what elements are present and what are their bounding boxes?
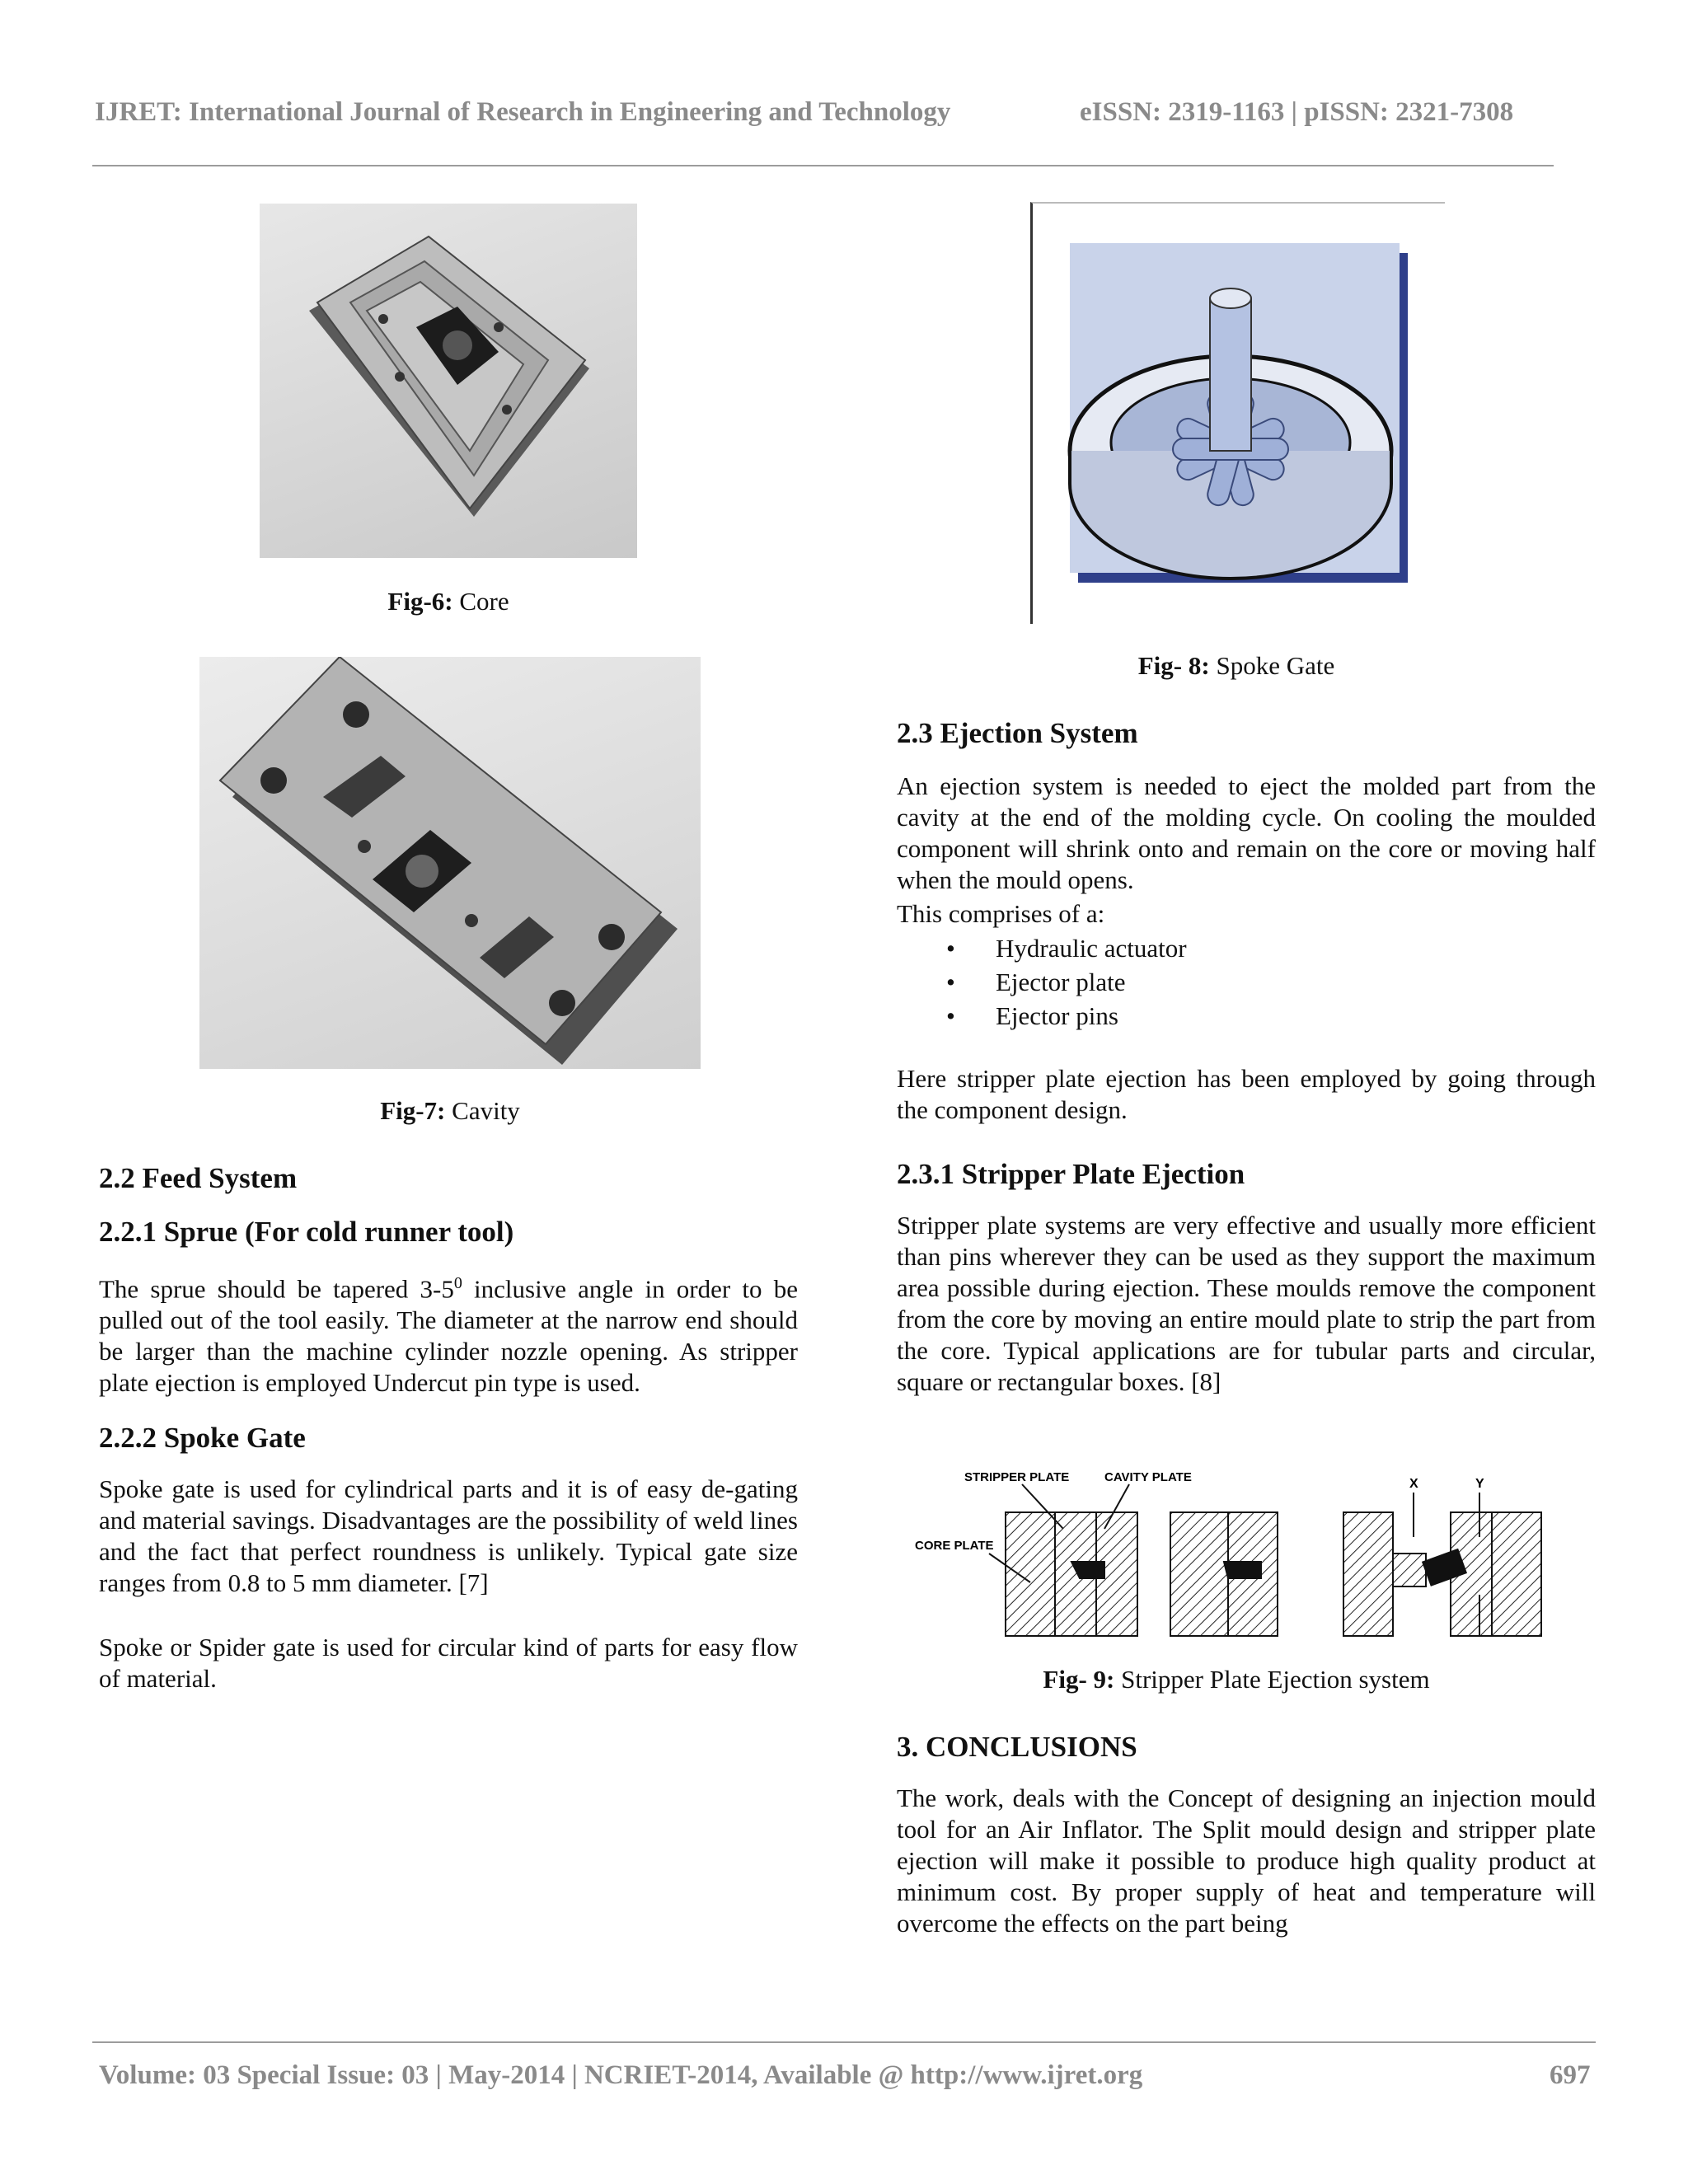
conclusions-paragraph: The work, deals with the Concept of designing an injection mould tool for an Air Inflator. The Split mould design and stripper plate ejection will make it possible to produce high quality product at minimum cost. By proper supply of heat and temperature will overcome the effects on the part being bbox=[897, 1783, 1596, 1938]
svg-text:Y: Y bbox=[1475, 1477, 1484, 1491]
fig9-caption: Fig- 9: Stripper Plate Ejection system bbox=[1043, 1665, 1430, 1694]
svg-text:CAVITY PLATE: CAVITY PLATE bbox=[1104, 1470, 1192, 1484]
fig8-caption: Fig- 8: Spoke Gate bbox=[1137, 651, 1335, 680]
page-number: 697 bbox=[1550, 2060, 1591, 2090]
sprue-heading: 2.2.1 Sprue (For cold runner tool) bbox=[99, 1216, 514, 1248]
header-rule bbox=[92, 165, 1554, 166]
list-item: • Ejector pins bbox=[946, 1001, 1118, 1030]
svg-text:CORE PLATE: CORE PLATE bbox=[915, 1539, 994, 1553]
list-item: • Ejector plate bbox=[946, 968, 1126, 996]
ejection-components-list bbox=[897, 931, 1187, 1033]
spoke-gate-figure bbox=[1030, 202, 1445, 624]
stripper-plate-paragraph: Stripper plate systems are very effective and usually more efficient than pins wherever they can be used as they support the maximum area possible during ejection. These moulds remove the component from the core by moving an entire mould plate to strip the part from the core. Typical applications are for tubular parts and circular, square or rectangular boxes. [8] bbox=[897, 1211, 1596, 1396]
cavity-figure bbox=[199, 657, 701, 1069]
svg-text:STRIPPER PLATE: STRIPPER PLATE bbox=[964, 1470, 1070, 1484]
journal-name: IJRET: International Journal of Research in Engineering and Technology bbox=[95, 97, 951, 127]
footer-rule bbox=[92, 2041, 1596, 2043]
stripper-employed-paragraph: Here stripper plate ejection has been employed by going through the component design. bbox=[897, 1064, 1596, 1124]
fig7-caption: Fig-7: Cavity bbox=[380, 1096, 520, 1125]
feed-system-heading: 2.2 Feed System bbox=[99, 1162, 298, 1194]
list-item: • Hydraulic actuator bbox=[946, 934, 1187, 963]
ejection-system-heading: 2.3 Ejection System bbox=[897, 717, 1138, 749]
sprue-paragraph: The sprue should be tapered $3-5^0$ inclusive angle in order to be pulled out of the tool easily. The diameter at the narrow end should be larger than the machine cylinder nozzle opening. As stripper plate ejection is employed Undercut pin type is used. bbox=[99, 1274, 798, 1398]
stripper-plate-diagram bbox=[907, 1463, 1566, 1648]
footer-volume: Volume: 03 Special Issue: 03 | May-2014 | NCRIET-2014, Available @ http://www.ijret.org bbox=[99, 2060, 1143, 2090]
fig6-caption: Fig-6: Core bbox=[387, 587, 509, 616]
issn: eISSN: 2319-1163 | pISSN: 2321-7308 bbox=[1080, 97, 1514, 127]
ejection-paragraph: An ejection system is needed to eject the molded part from the cavity at the end of the molding cycle. On cooling the moulded component will shrink onto and remain on the core or moving half when the mould opens. bbox=[897, 771, 1596, 894]
spoke-gate-paragraph: Spoke gate is used for cylindrical parts and it is of easy de-gating and material savings. Disadvantages are the possibility of weld lines and the fact that perfect roundness is unlikely. Typical gate size ranges from 0.8 to 5 mm diameter. [7] bbox=[99, 1474, 798, 1597]
spoke-gate-heading: 2.2.2 Spoke Gate bbox=[99, 1422, 306, 1454]
comprises-text: This comprises of a: bbox=[897, 899, 1105, 928]
stripper-plate-heading: 2.3.1 Stripper Plate Ejection bbox=[897, 1158, 1245, 1190]
spoke-gate-paragraph-2: Spoke or Spider gate is used for circular kind of parts for easy flow of material. bbox=[99, 1633, 798, 1693]
conclusions-heading: 3. CONCLUSIONS bbox=[897, 1731, 1137, 1763]
core-figure bbox=[260, 204, 637, 558]
svg-text:X: X bbox=[1409, 1477, 1418, 1491]
